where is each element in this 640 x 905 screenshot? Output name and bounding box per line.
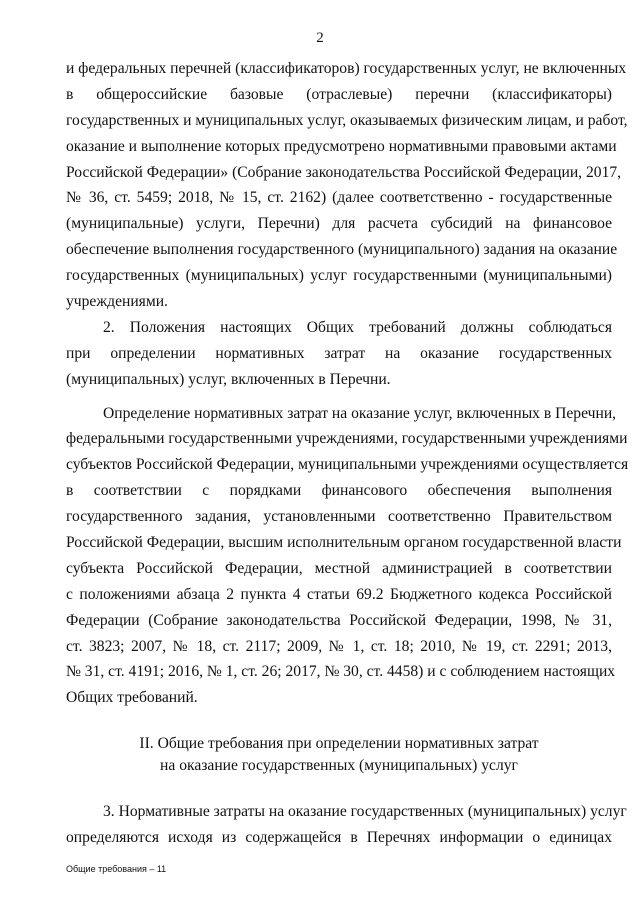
text-line: и федеральных перечней (классификаторов) государственных услуг, не включенных bbox=[66, 60, 627, 77]
text-line: в соответствии с порядками финансового обеспечения выполнения bbox=[66, 482, 612, 500]
text-line: государственных (муниципальных) услуг государственными (муниципальными) bbox=[66, 267, 612, 285]
text-line: оказание и выполнение которых предусмотрено нормативными правовыми актами bbox=[66, 137, 617, 155]
page-number: 2 bbox=[316, 30, 324, 46]
section-spacer bbox=[66, 711, 612, 733]
text-line: учреждениями. bbox=[66, 293, 168, 311]
section-heading bbox=[66, 733, 612, 777]
text-line: Российской Федерации» (Собрание законодательства Российской Федерации, 2017, bbox=[66, 163, 622, 181]
text-line: субъекта Российской Федерации, местной администрацией в соответствии bbox=[66, 559, 612, 577]
paragraph-spacer bbox=[66, 393, 612, 401]
paragraph-1 bbox=[66, 56, 628, 315]
paragraph-2 bbox=[66, 315, 612, 393]
section-spacer bbox=[66, 777, 612, 799]
text-line: в общероссийские базовые (отраслевые) перечни (классификаторы) bbox=[66, 85, 612, 103]
section-heading-line: II. Общие требования при определении нормативных затрат bbox=[139, 735, 539, 753]
paragraph-3 bbox=[66, 401, 629, 712]
text-line: государственного задания, установленными соответственно Правительством bbox=[66, 508, 612, 526]
text-line: определяются исходя из содержащейся в Перечнях информации о единицах bbox=[66, 829, 612, 847]
text-line: Федерации (Собрание законодательства Российской Федерации, 1998, № 31, bbox=[66, 611, 612, 629]
text-line: при определении нормативных затрат на оказание государственных bbox=[66, 344, 612, 362]
footer-note: Общие требования – 11 bbox=[66, 864, 167, 874]
text-line: обеспечение выполнения государственного (муниципального) задания на оказание bbox=[66, 241, 618, 259]
text-line: 3. Нормативные затраты на оказание государственных (муниципальных) услуг bbox=[103, 803, 627, 821]
text-line: (муниципальных) услуг, включенных в Перечни. bbox=[66, 370, 391, 388]
text-line: с положениями абзаца 2 пункта 4 статьи 69.2 Бюджетного кодекса Российской bbox=[66, 585, 612, 603]
section-heading-line: на оказание государственных (муниципальных) услуг bbox=[160, 757, 518, 775]
text-line: (муниципальные) услуги, Перечни) для расчета субсидий на финансовое bbox=[66, 215, 612, 233]
text-line: государственных и муниципальных услуг, оказываемых физическим лицам, и работ, bbox=[66, 111, 628, 129]
text-line: федеральными государственными учреждениями, государственными учреждениями bbox=[66, 430, 628, 448]
paragraph-4 bbox=[66, 799, 627, 851]
text-line: Определение нормативных затрат на оказание услуг, включенных в Перечни, bbox=[103, 404, 617, 422]
text-line: № 36, ст. 5459; 2018, № 15, ст. 2162) (далее соответственно - государственные bbox=[66, 189, 612, 207]
text-line: № 31, ст. 4191; 2016, № 1, ст. 26; 2017, № 30, ст. 4458) и с соблюдением настоящих bbox=[66, 663, 616, 681]
text-line: субъектов Российской Федерации, муниципальными учреждениями осуществляется bbox=[66, 456, 629, 474]
document-body bbox=[66, 56, 629, 851]
text-line: Российской Федерации, высшим исполнительным органом государственной власти bbox=[66, 534, 622, 552]
text-line: 2. Положения настоящих Общих требований должны соблюдаться bbox=[103, 318, 612, 336]
text-line: ст. 3823; 2007, № 18, ст. 2117; 2009, № 1, ст. 18; 2010, № 19, ст. 2291; 2013, bbox=[66, 637, 612, 655]
text-line: Общих требований. bbox=[66, 689, 198, 707]
